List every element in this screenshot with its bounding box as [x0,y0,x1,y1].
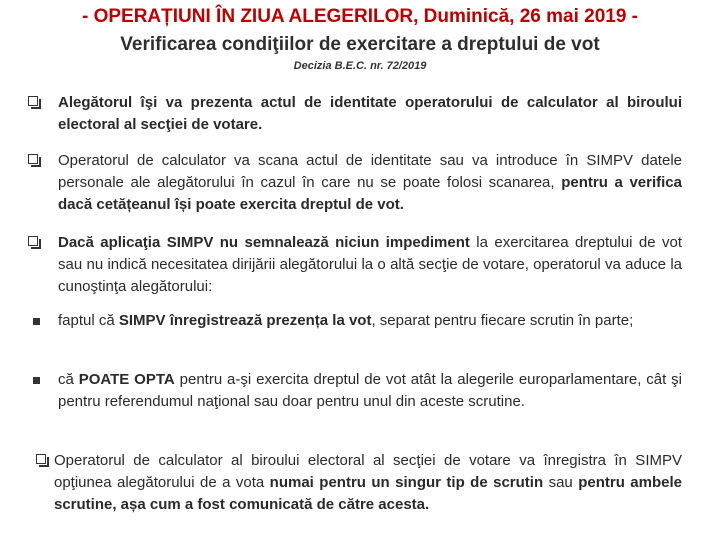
checkbox-bullet-icon [28,96,38,106]
decision-reference: Decizia B.E.C. nr. 72/2019 [293,60,427,72]
square-bullet-icon [33,318,40,325]
item-text: faptul că [58,312,119,329]
item-text: că [58,371,79,388]
checkbox-bullet-icon [28,236,38,246]
item-text: , separat pentru fiecare scrutin în parte; [371,312,634,329]
item-text: Operatorul de calculator al biroului electoral al secţiei de votare va înregistra în SIMPV opţiunea alegătorului de a vota [54,452,682,491]
page-subtitle: Verificarea condiţiilor de exercitare a dreptului de vot [120,34,600,55]
item-text-bold: SIMPV înregistrează prezența la vot [118,312,372,329]
list-item [58,150,682,216]
square-bullet-icon [33,377,40,384]
item-text-bold: pentru a verifica dacă cetățeanul își poate exercita dreptul de vot. [58,174,682,213]
checkbox-bullet-icon [28,154,38,164]
list-item [58,92,682,136]
item-text: pentru a-şi exercita dreptul de vot atât la alegerile europarlamentare, cât şi pentru referendumul naţional sau doar pentru unul din aceste scrutine. [58,371,683,410]
list-item [58,232,682,298]
list-item [58,310,682,332]
item-text: Operatorul de calculator va scana actul de identitate sau va introduce în SIMPV datele personale ale alegătorului în cazul în care nu se poate folosi scanarea, [58,152,682,191]
page-title: - OPERAȚIUNI ÎN ZIUA ALEGERILOR, Duminică, 26 mai 2019 - [81,6,639,27]
item-text: Alegătorul îşi va prezenta actul de identitate operatorului de calculator al biroului electoral al secţiei de votare. [58,94,682,133]
item-text: sau [543,474,579,491]
item-text-bold: numai pentru un singur tip de scrutin [269,474,544,491]
item-text: la exercitarea dreptului de vot sau nu indică necesitatea dirijării alegătorului la o altă secţie de votare, operatorul va aduce la cunoştinţa alegătorului: [58,234,682,295]
item-text-bold: POATE OPTA [78,371,175,388]
checkbox-bullet-icon [36,454,46,464]
list-item [54,450,682,516]
item-text-bold: pentru ambele scrutine, așa cum a fost comunicată de către acesta. [54,474,682,513]
item-text-bold: Dacă aplicaţia SIMPV nu semnalează niciun impediment [58,234,470,251]
list-item [58,369,682,413]
